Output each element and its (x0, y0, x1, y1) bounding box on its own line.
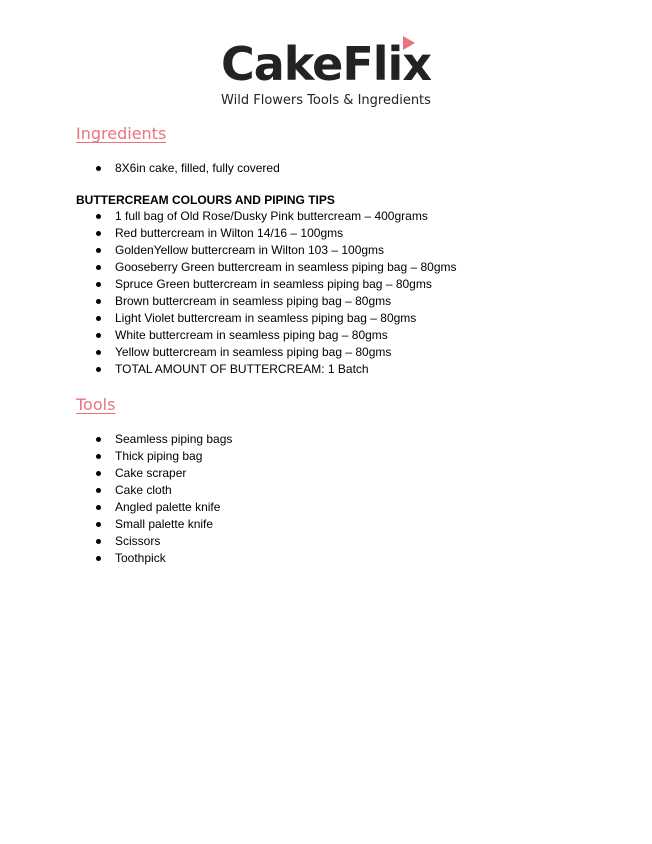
list-item: Angled palette knife (0, 499, 232, 516)
list-item: Gooseberry Green buttercream in seamless piping bag – 80gms (0, 259, 457, 276)
buttercream-list (0, 208, 457, 378)
logo-wordmark: CakeFlix (221, 37, 431, 91)
list-item: Brown buttercream in seamless piping bag – 80gms (0, 293, 457, 310)
list-item: Cake cloth (0, 482, 232, 499)
list-item: Spruce Green buttercream in seamless piping bag – 80gms (0, 276, 457, 293)
buttercream-heading: BUTTERCREAM COLOURS AND PIPING TIPS (76, 193, 335, 207)
list-item: Small palette knife (0, 516, 232, 533)
list-item: Scissors (0, 533, 232, 550)
play-triangle-icon (403, 36, 415, 50)
list-item: Toothpick (0, 550, 232, 567)
list-item: GoldenYellow buttercream in Wilton 103 – 100gms (0, 242, 457, 259)
list-item: 8X6in cake, filled, fully covered (0, 160, 280, 177)
list-item: Red buttercream in Wilton 14/16 – 100gms (0, 225, 457, 242)
list-item: TOTAL AMOUNT OF BUTTERCREAM: 1 Batch (0, 361, 457, 378)
list-item: Cake scraper (0, 465, 232, 482)
list-item: 1 full bag of Old Rose/Dusky Pink buttercream – 400grams (0, 208, 457, 225)
tools-list (0, 431, 232, 567)
list-item: White buttercream in seamless piping bag – 80gms (0, 327, 457, 344)
ingredients-list (0, 160, 280, 177)
list-item: Yellow buttercream in seamless piping bag – 80gms (0, 344, 457, 361)
document-subtitle: Wild Flowers Tools & Ingredients (221, 93, 431, 108)
ingredients-heading: Ingredients (76, 124, 167, 143)
list-item: Thick piping bag (0, 448, 232, 465)
list-item: Seamless piping bags (0, 431, 232, 448)
list-item: Light Violet buttercream in seamless piping bag – 80gms (0, 310, 457, 327)
cakeflix-logo (0, 38, 652, 90)
tools-heading: Tools (76, 395, 116, 414)
